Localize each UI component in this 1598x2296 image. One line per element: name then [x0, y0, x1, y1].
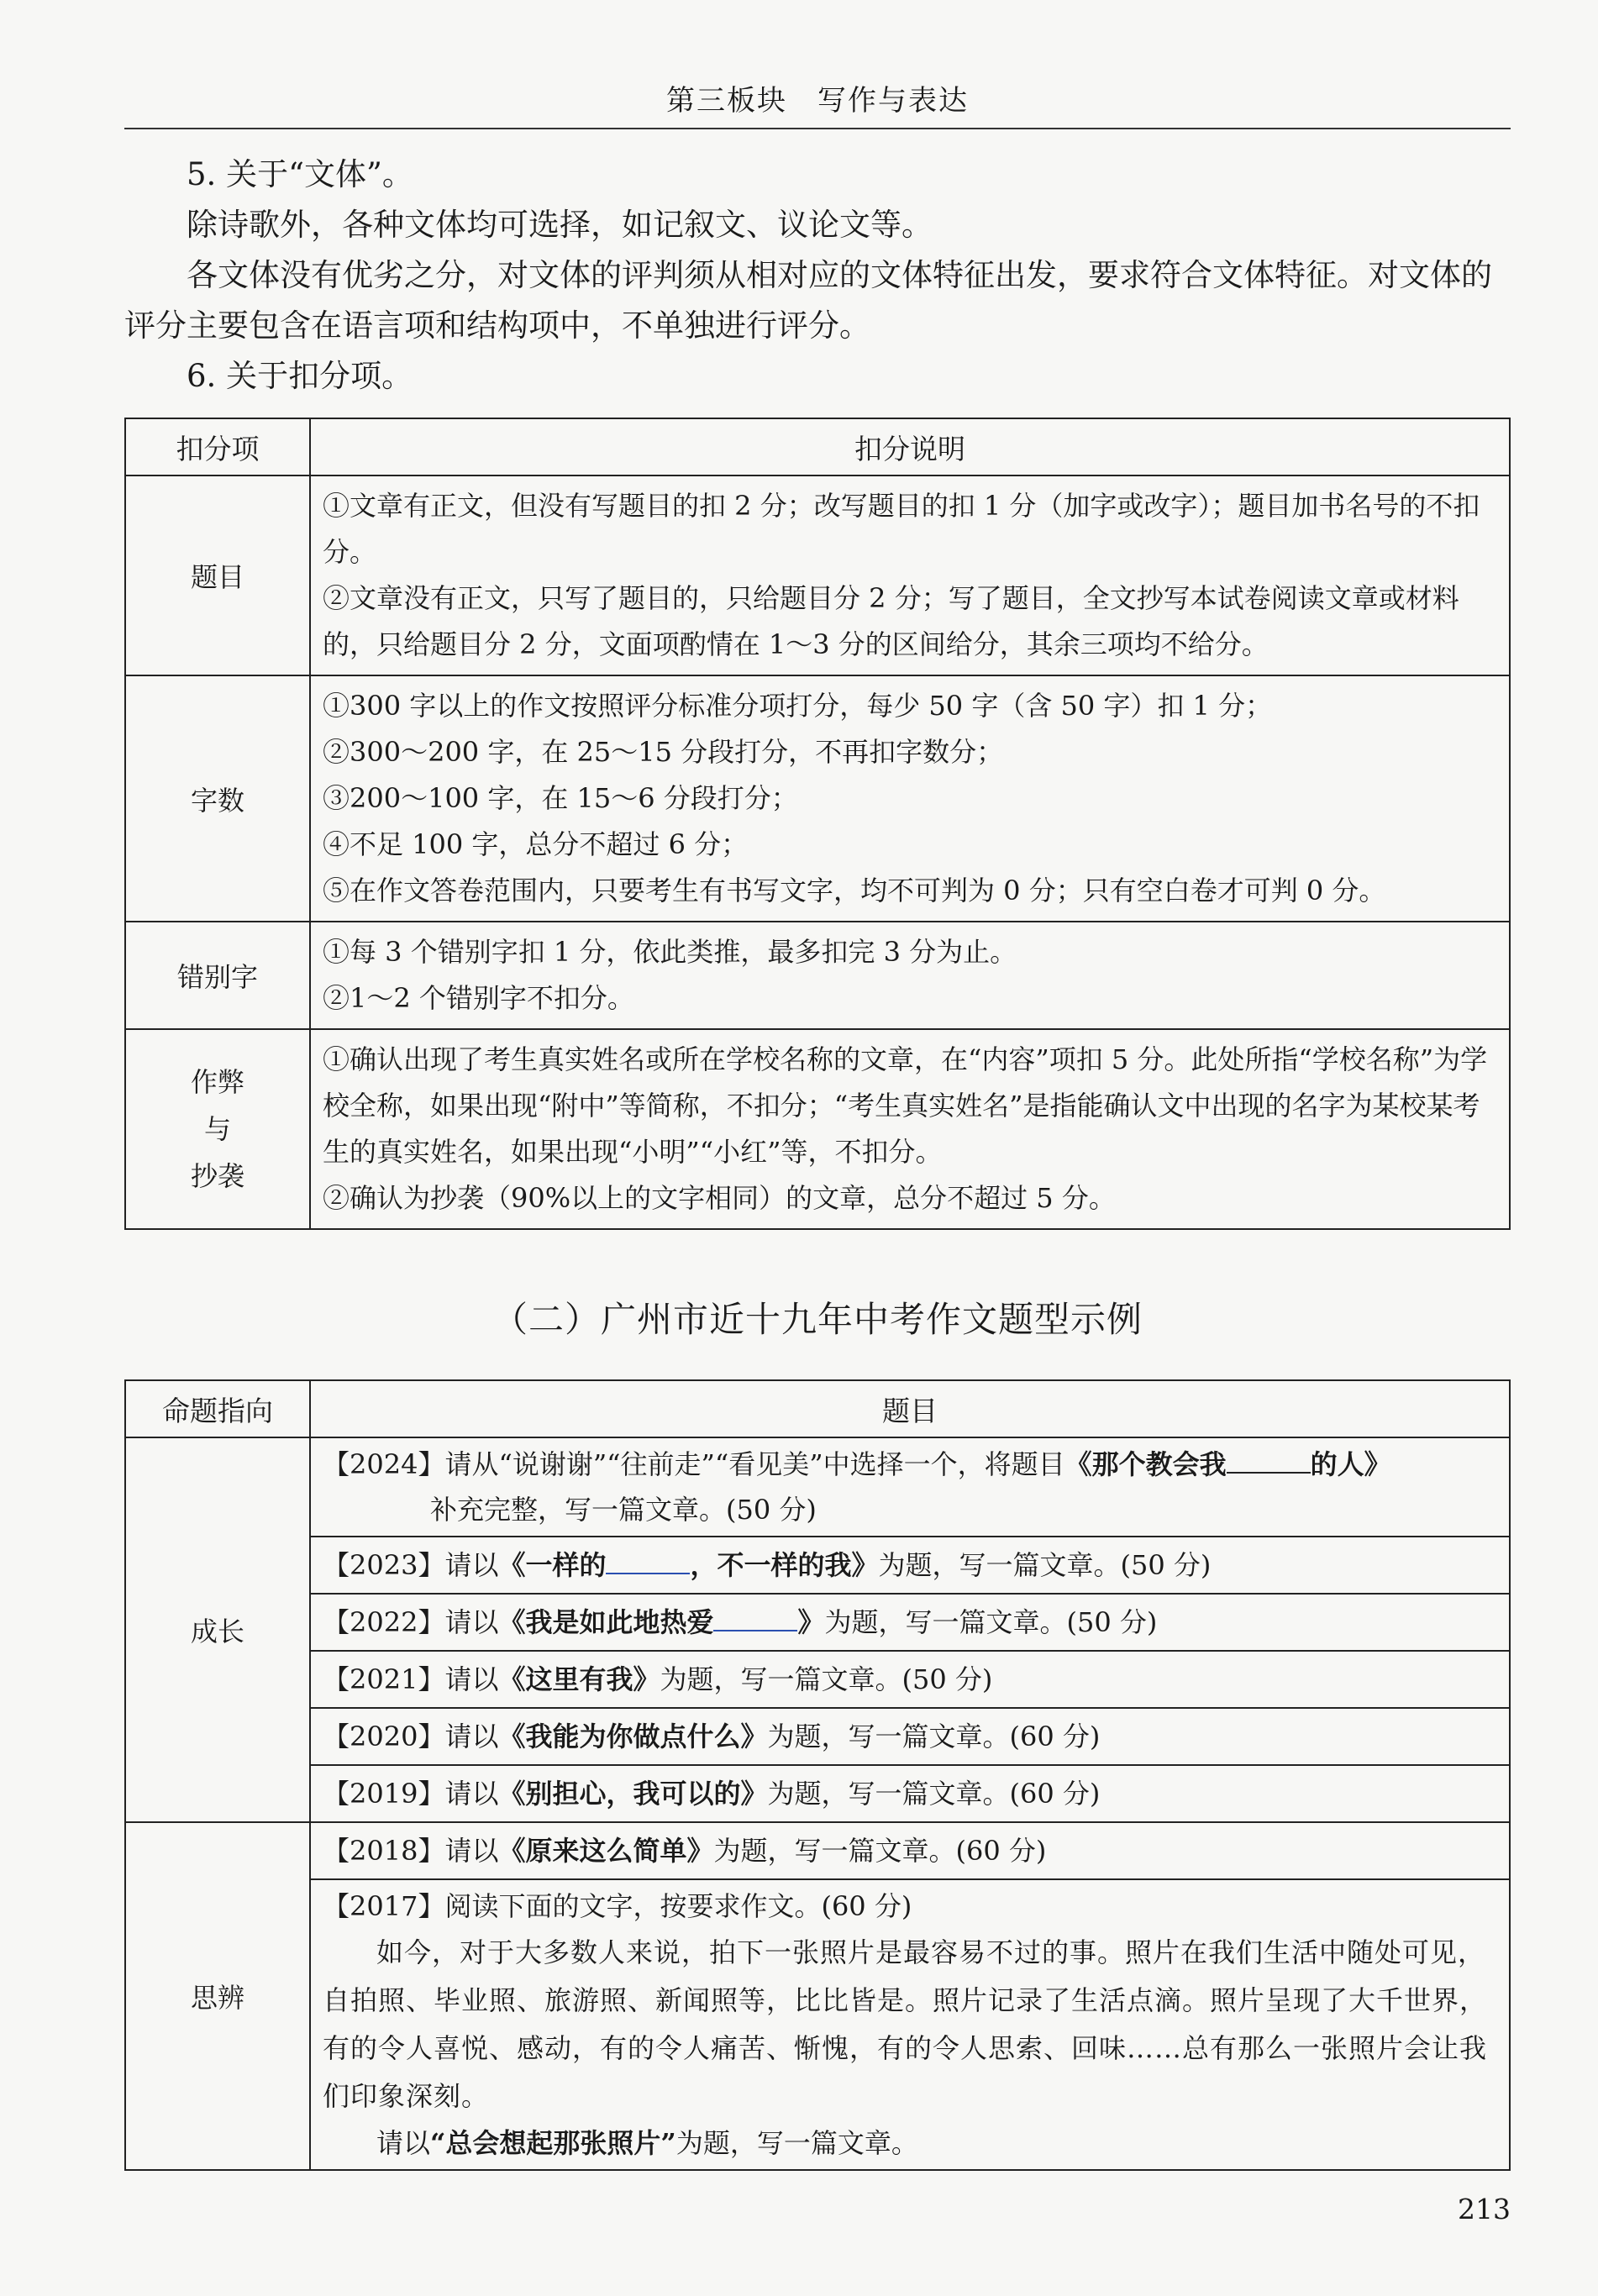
description-line: ①每 3 个错别字扣 1 分，依此类推，最多扣完 3 分为止。 — [323, 936, 1017, 968]
item5-paragraph-1: 除诗歌外，各种文体均可选择，如记叙文、议论文等。 — [187, 207, 933, 243]
question-text-end: 为题，写一篇文章。(60 分) — [767, 1721, 1101, 1752]
row-category — [125, 1029, 310, 1229]
request-text: 请以 — [376, 2127, 431, 2159]
request-text-end: 为题，写一篇文章。 — [675, 2127, 918, 2159]
question-title: 《我是如此地热爱 — [498, 1606, 714, 1638]
question-title: 《我能为你做点什么》 — [498, 1721, 768, 1752]
question-2024 — [310, 1437, 1510, 1537]
description-line: ②文章没有正文，只写了题目的，只给题目分 2 分；写了题目，全文抄写本试卷阅读文章或材料的，只给题目分 2 分，文面项酌情在 1～3 分的区间给分，其余三项均不给分。 — [323, 582, 1459, 660]
question-2017 — [310, 1879, 1510, 2170]
item5-heading: 5. 关于“文体”。 — [187, 156, 413, 192]
description-line: ②1～2 个错别字不扣分。 — [323, 982, 634, 1014]
category-line: 抄袭 — [190, 1160, 244, 1192]
question-text-end: 为题，写一篇文章。(60 分) — [767, 1778, 1101, 1810]
table-row — [125, 675, 1510, 922]
table-row — [125, 1594, 1510, 1651]
col-header-item: 扣分项 — [125, 418, 310, 475]
question-year: 【2020】 — [323, 1721, 445, 1752]
description-line: ①确认出现了考生真实姓名或所在学校名称的文章，在“内容”项扣 5 分。此处所指“学校名称”为学校全称，如果出现“附中”等简称，不扣分；“考生真实姓名”是指能确认文中出现的名字为某校某考生的真实姓名，如果出现“小明”“小红”等，不扣分。 — [323, 1043, 1488, 1168]
page-header: 第三板块 写作与表达 — [666, 84, 969, 118]
question-text-end: 为题，写一篇文章。(50 分) — [878, 1549, 1212, 1581]
table-row — [125, 1029, 1510, 1229]
item5-paragraph-2: 各文体没有优劣之分，对文体的评判须从相对应的文体特征出发，要求符合文体特征。对文体的评分主要包含在语言项和结构项中，不单独进行评分。 — [124, 257, 1492, 344]
table-row — [125, 1879, 1510, 2170]
question-title: 《那个教会我 — [1064, 1448, 1227, 1480]
col-header-direction: 命题指向 — [125, 1380, 310, 1437]
description-line: ②确认为抄袭（90%以上的文字相同）的文章，总分不超过 5 分。 — [323, 1182, 1116, 1214]
table-row — [125, 1537, 1510, 1594]
question-year: 【2018】 — [323, 1835, 445, 1867]
description-line: ⑤在作文答卷范围内，只要考生有书写文字，均不可判为 0 分；只有空白卷才可判 0 分。 — [323, 875, 1386, 906]
row-description — [310, 675, 1510, 922]
table-row — [125, 922, 1510, 1029]
fill-blank — [1227, 1472, 1311, 1474]
description-line: ①文章有正文，但没有写题目的扣 2 分；改写题目的扣 1 分（加字或改字）；题目加书名号的不扣分。 — [323, 490, 1480, 568]
table-row — [125, 1765, 1510, 1822]
group-category-thinking: 思辨 — [125, 1822, 310, 2170]
question-title-end: 》 — [797, 1606, 825, 1638]
question-text: 请以 — [444, 1606, 499, 1638]
col-header-description: 扣分说明 — [310, 418, 1510, 475]
question-year: 【2022】 — [323, 1606, 445, 1638]
question-2020 — [310, 1708, 1510, 1765]
table-row — [125, 1708, 1510, 1765]
row-description — [310, 475, 1510, 675]
question-title: 《别担心，我可以的》 — [498, 1778, 768, 1810]
question-2021 — [310, 1651, 1510, 1708]
question-year: 【2017】 — [323, 1890, 445, 1922]
section-title: （二）广州市近十九年中考作文题型示例 — [491, 1299, 1143, 1340]
description-line: ③200～100 字，在 15～6 分段打分； — [323, 782, 798, 814]
question-2018 — [310, 1822, 1510, 1879]
question-text: 请从“说谢谢”“往前走”“看见美”中选择一个，将题目 — [444, 1448, 1065, 1480]
row-description — [310, 1029, 1510, 1229]
question-request — [323, 2120, 1497, 2166]
category-line: 作弊 — [190, 1066, 244, 1098]
table-row — [125, 1822, 1510, 1879]
question-title: “总会想起那张照片” — [430, 2127, 676, 2159]
table-row — [125, 1651, 1510, 1708]
description-line: ②300～200 字，在 25～15 分段打分，不再扣字数分； — [323, 736, 1004, 768]
fill-blank — [606, 1573, 690, 1574]
row-category: 错别字 — [125, 922, 310, 1029]
question-2022 — [310, 1594, 1510, 1651]
question-year: 【2019】 — [323, 1778, 445, 1810]
intro-section — [124, 150, 1511, 402]
question-2023 — [310, 1537, 1510, 1594]
question-text: 请以 — [444, 1663, 499, 1695]
description-line: ①300 字以上的作文按照评分标准分项打分，每少 50 字（含 50 字）扣 1 分； — [323, 690, 1273, 722]
table-row — [125, 475, 1510, 675]
deduction-table — [124, 418, 1511, 1230]
question-title-end: 的人》 — [1310, 1448, 1391, 1480]
row-description — [310, 922, 1510, 1029]
question-title: 《这里有我》 — [498, 1663, 660, 1695]
deduction-table-header — [125, 418, 1510, 475]
item6-heading: 6. 关于扣分项。 — [187, 358, 413, 394]
question-title: 《原来这么简单》 — [498, 1835, 714, 1867]
examples-table-header — [125, 1380, 1510, 1437]
question-text-end: 为题，写一篇文章。(50 分) — [824, 1606, 1158, 1638]
group-category-growth: 成长 — [125, 1437, 310, 1822]
examples-table — [124, 1379, 1511, 2171]
question-year: 【2024】 — [323, 1448, 445, 1480]
question-text-end: 为题，写一篇文章。(60 分) — [713, 1835, 1047, 1867]
question-text-end: 为题，写一篇文章。(50 分) — [660, 1663, 993, 1695]
question-2019 — [310, 1765, 1510, 1822]
category-line: 与 — [203, 1113, 231, 1145]
question-passage: 如今，对于大多数人来说，拍下一张照片是最容易不过的事。照片在我们生活中随处可见，自拍照、毕业照、旅游照、新闻照等，比比皆是。照片记录了生活点滴。照片呈现了大千世界，有的令人喜悦、感动，有的令人痛苦、惭愧，有的令人思索、回味……总有那么一张照片会让我们印象深刻。 — [323, 1936, 1488, 2112]
question-text: 阅读下面的文字，按要求作文。(60 分) — [444, 1890, 912, 1922]
page-number: 213 — [1458, 2193, 1511, 2225]
question-title: 《一样的 — [498, 1549, 607, 1581]
question-text: 请以 — [444, 1778, 499, 1810]
question-year: 【2021】 — [323, 1663, 445, 1695]
question-text: 请以 — [444, 1721, 499, 1752]
table-row — [125, 1437, 1510, 1537]
fill-blank — [713, 1630, 797, 1631]
col-header-topic: 题目 — [310, 1380, 1510, 1437]
question-title-end: ，不一样的我》 — [690, 1549, 879, 1581]
question-text-continued: 补充完整，写一篇文章。(50 分) — [430, 1494, 817, 1526]
question-year: 【2023】 — [323, 1549, 445, 1581]
question-text: 请以 — [444, 1549, 499, 1581]
header-rule — [124, 128, 1511, 129]
description-line: ④不足 100 字，总分不超过 6 分； — [323, 828, 749, 860]
row-category: 字数 — [125, 675, 310, 922]
question-text: 请以 — [444, 1835, 499, 1867]
row-category: 题目 — [125, 475, 310, 675]
